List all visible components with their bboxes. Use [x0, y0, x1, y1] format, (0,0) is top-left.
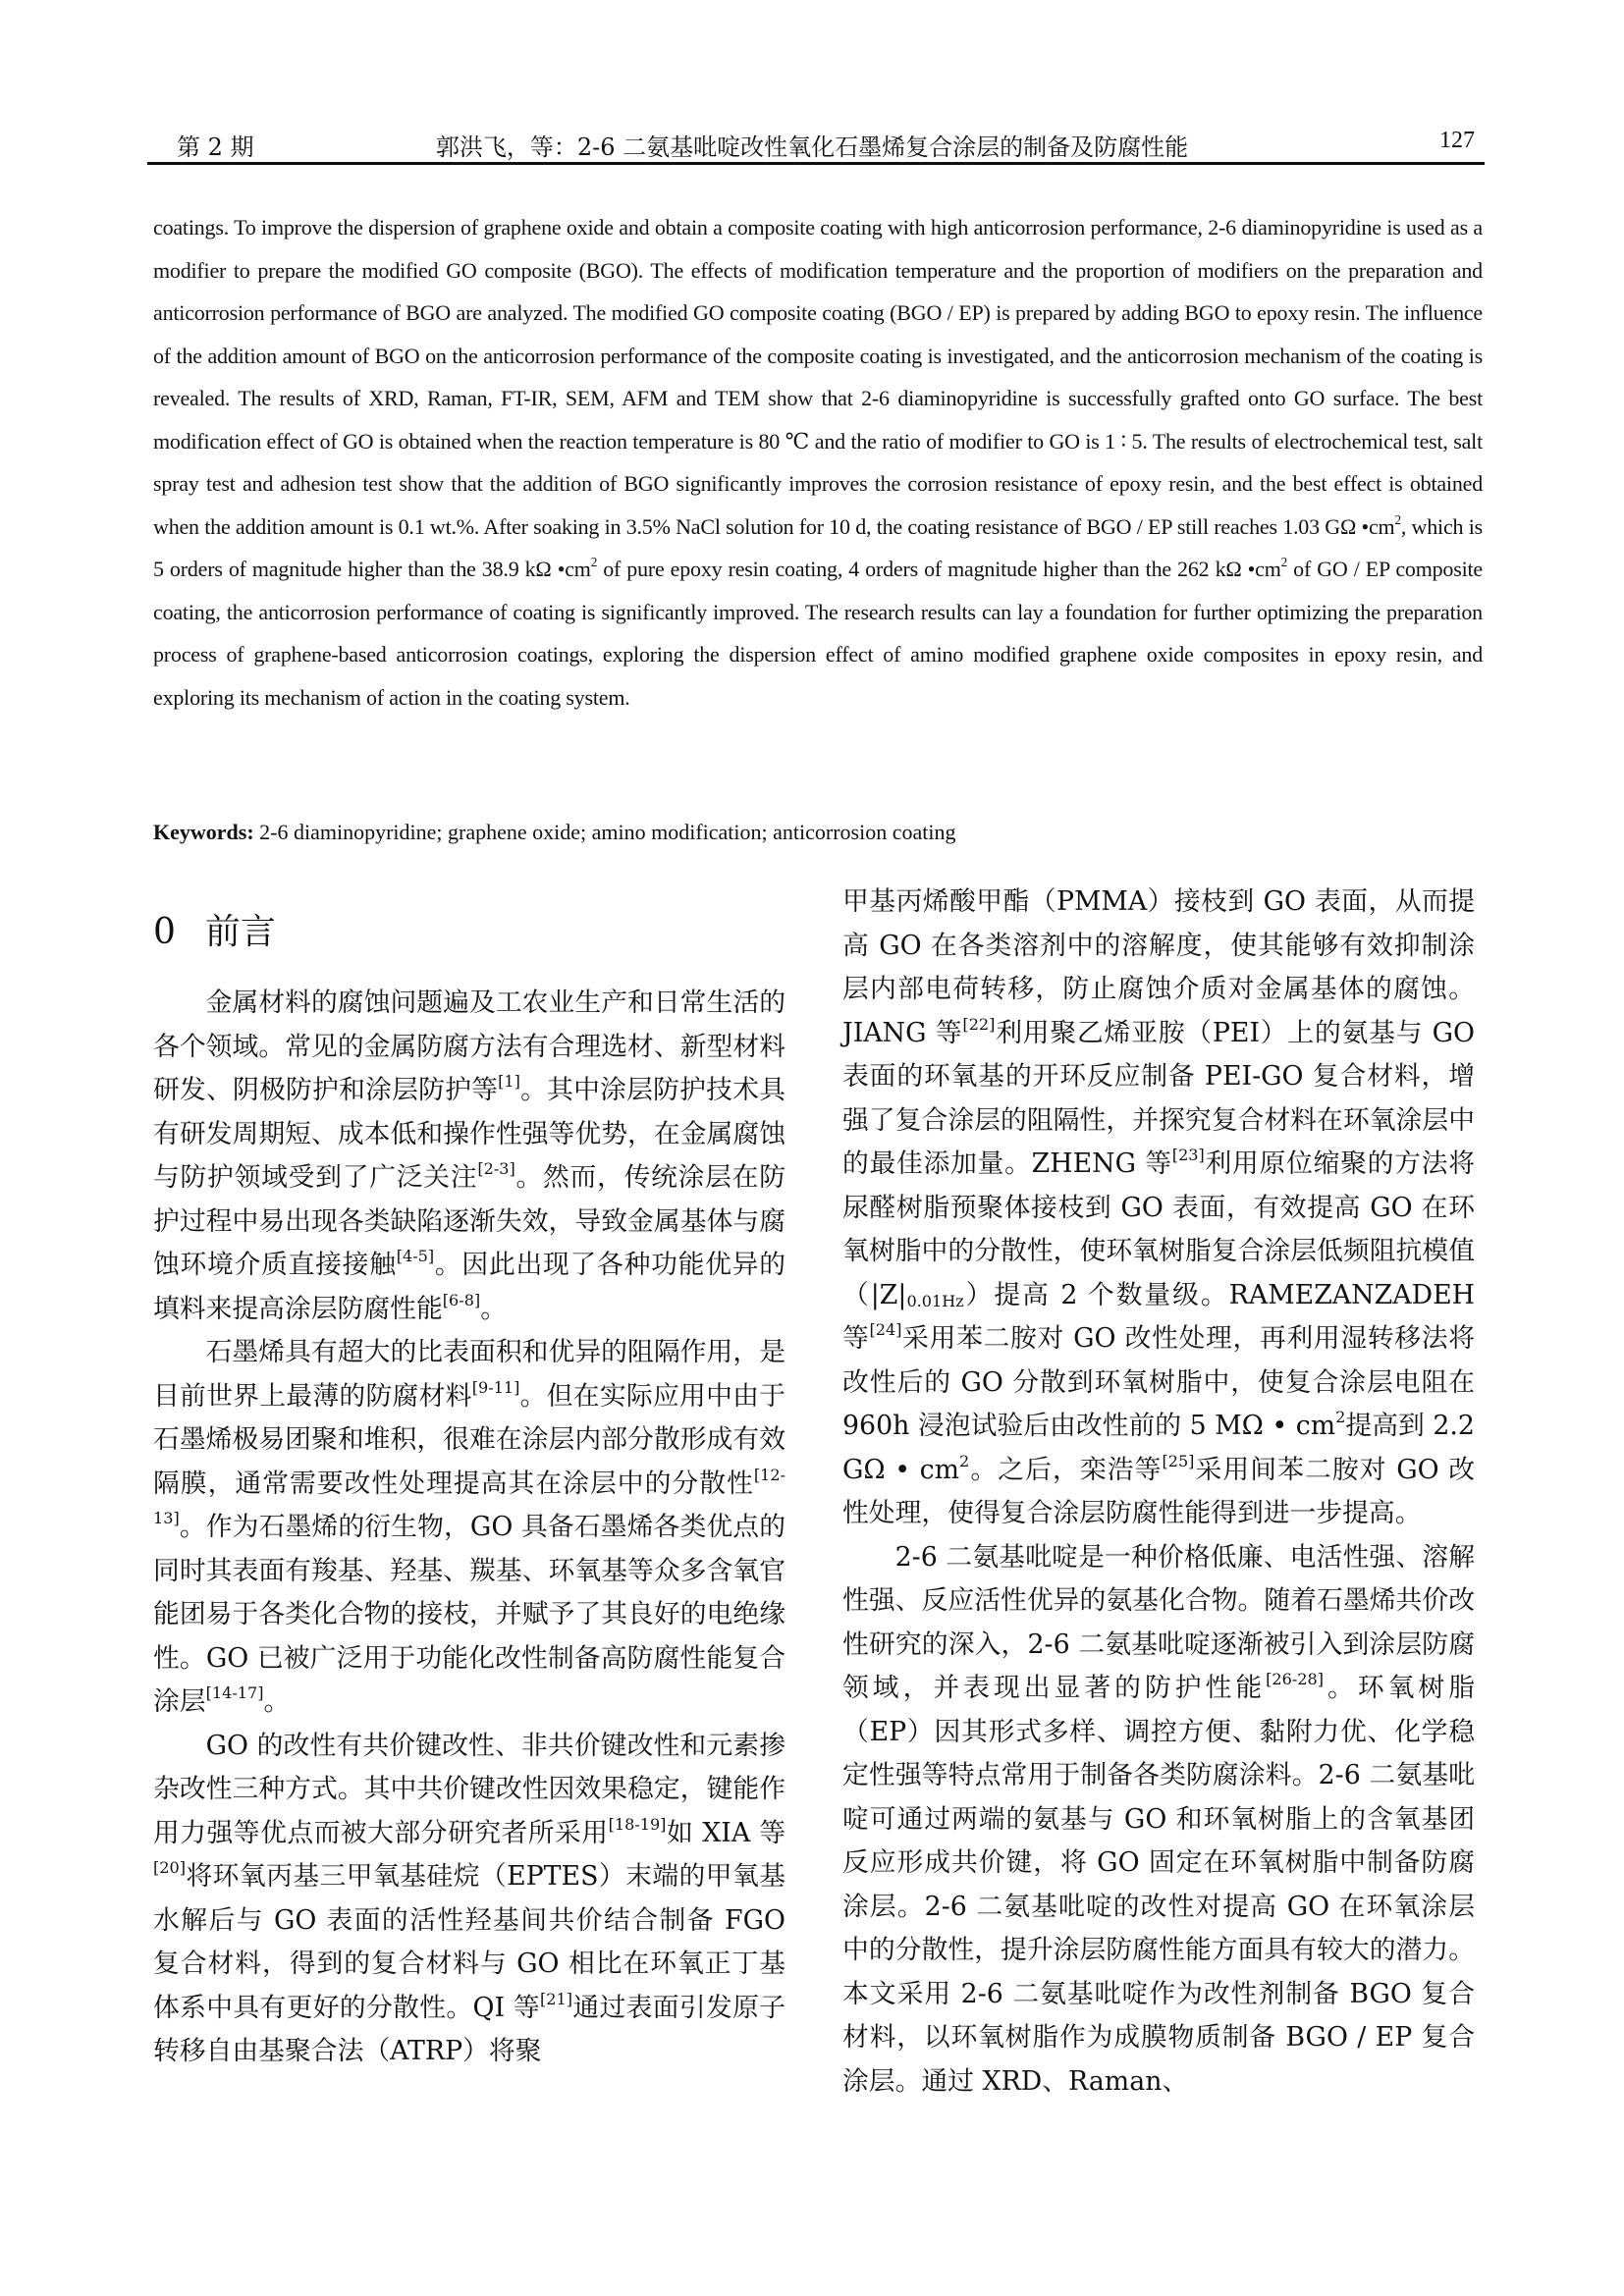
- citation-superscript: 2: [1394, 511, 1401, 527]
- text-run: 。然而，传统涂层在防护过程中易出现各类缺陷逐渐失效，导致金属基体与腐蚀环境介质直接接触: [153, 1162, 786, 1280]
- text-run: 提高到 2.2 GΩ • cm: [842, 1411, 1475, 1485]
- text-run: 如 XIA 等: [666, 1817, 785, 1848]
- text-run: of GO / EP composite coating, the anticorrosion performance of coating is significantly improved. The research results can lay a foundation for further optimizing the preparation process of graphene-based anticorrosion coatings, exploring the dispersion effect of amino modified graphene oxide composites in epoxy resin, and exploring its mechanism of action in the coating system.: [153, 557, 1483, 710]
- keywords-line: [153, 811, 1483, 854]
- text-run: 。: [480, 1293, 507, 1324]
- citation-superscript: [4-5]: [396, 1246, 435, 1265]
- citation-superscript: 2: [959, 1451, 970, 1470]
- text-run: 2-6 二氨基吡啶是一种价格低廉、电活性强、溶解性强、反应活性优异的氨基化合物。随着石墨烯共价改性研究的深入，2-6 二氨基吡啶逐渐被引入到涂层防腐领域，并表现出显著的防护性能: [842, 1541, 1475, 1703]
- text-run: ）提高 2 个数量级。RAMEZANZADEH 等: [842, 1279, 1475, 1354]
- text-run: 。作为石墨烯的衍生物，GO 具备石墨烯各类优点的同时其表面有羧基、羟基、羰基、环氧基等众多含氧官能团易于各类化合物的接枝，并赋予了其良好的电绝缘性。GO 已被广泛用于功能化改性制备高防腐性能复合涂层: [153, 1512, 785, 1717]
- body-paragraph: [153, 982, 785, 1331]
- text-run: 。之后，栾浩等: [969, 1454, 1163, 1485]
- page-number: 127: [1439, 128, 1475, 153]
- keywords-label: Keywords:: [153, 820, 254, 844]
- body-paragraph: [153, 1725, 785, 2074]
- right-column: [842, 881, 1475, 2104]
- text-run: 金属材料的腐蚀问题遍及工农业生产和日常生活的各个领域。常见的金属防腐方法有合理选材、新型材料研发、阴极防护和涂层防护等: [153, 988, 785, 1105]
- citation-superscript: [25]: [1162, 1451, 1195, 1470]
- citation-superscript: [24]: [869, 1319, 902, 1339]
- section-heading: [153, 903, 785, 962]
- text-run: 利用聚乙烯亚胺（PEI）上的氨基与 GO 表面的环氧基的开环反应制备 PEI-GO 复合材料，增强了复合涂层的阻隔性，并探究复合材料在环氧涂层中的最佳添加量。ZHENG 等: [842, 1017, 1475, 1179]
- text-run: 。环氧树脂（EP）因其形式多样、调控方便、黏附力优、化学稳定性强等特点常用于制备各类防腐涂料。2-6 二氨基吡啶可通过两端的氨基与 GO 和环氧树脂上的含氧基团反应形成共价键，将 GO 固定在环氧树脂中制备防腐涂层。2-6 二氨基吡啶的改性对提高 GO 在环氧涂层中的分散性，提升涂层防腐性能方面具有较大的潜力。本文采用 2-6 二氨基吡啶作为改性剂制备 BGO 复合材料，以环氧树脂作为成膜物质制备 BGO / EP 复合涂层。通过 XRD、Raman、: [842, 1673, 1476, 2097]
- text-run: 采用苯二胺对 GO 改性处理，再利用湿转移法将改性后的 GO 分散到环氧树脂中，使复合涂层电阻在 960h 浸泡试验后由改性前的 5 MΩ • cm: [842, 1323, 1475, 1441]
- body-paragraph: [842, 1536, 1475, 2105]
- text-run: 将环氧丙基三甲氧基硅烷（EPTES）末端的甲氧基水解后与 GO 表面的活性羟基间共价结合制备 FGO 复合材料，得到的复合材料与 GO 相比在环氧正丁基体系中具有更好的分散性。QI 等: [153, 1861, 785, 2023]
- citation-superscript: [6-8]: [442, 1290, 481, 1309]
- header-rule: [147, 162, 1485, 165]
- abstract-text: [153, 206, 1483, 719]
- citation-superscript: [20]: [153, 1857, 187, 1877]
- text-run: 采用间苯二胺对 GO 改性处理，使得复合涂层防腐性能得到进一步提高。: [842, 1454, 1475, 1528]
- text-run: 甲基丙烯酸甲酯（PMMA）接枝到 GO 表面，从而提高 GO 在各类溶剂中的溶解度，使其能够有效抑制涂层内部电荷转移，防止腐蚀介质对金属基体的腐蚀。JIANG 等: [842, 886, 1475, 1048]
- text-run: coatings. To improve the dispersion of graphene oxide and obtain a composite coating with high anticorrosion performance, 2-6 diaminopyridine is used as a modifier to prepare the modified GO composite (BGO). The effects of modification temperature and the proportion of modifiers on the preparation and anticorrosion performance of BGO are analyzed. The modified GO composite coating (BGO / EP) is prepared by adding BGO to epoxy resin. The influence of the addition amount of BGO on the anticorrosion performance of the composite coating is investigated, and the anticorrosion mechanism of the coating is revealed. The results of XRD, Raman, FT-IR, SEM, AFM and TEM show that 2-6 diaminopyridine is successfully grafted onto GO surface. The best modification effect of GO is obtained when the reaction temperature is 80 ℃ and the ratio of modifier to GO is 1 ∶ 5. The results of electrochemical test, salt spray test and adhesion test show that the addition of BGO significantly improves the corrosion resistance of epoxy resin, and the best effect is obtained when the addition amount is 0.1 wt.%. After soaking in 3.5% NaCl solution for 10 d, the coating resistance of BGO / EP still reaches 1.03 GΩ •cm: [153, 215, 1483, 539]
- text-run: 。: [263, 1686, 291, 1717]
- citation-superscript: 2: [590, 555, 598, 570]
- section-title: 前言: [204, 912, 276, 952]
- subscript: 0.01Hz: [906, 1291, 964, 1310]
- text-run: GO 的改性有共价键改性、非共价键改性和元素掺杂改性三种方式。其中共价键改性因效果稳定，键能作用力强等优点而被大部分研究者所采用: [153, 1730, 785, 1848]
- citation-superscript: [9-11]: [471, 1377, 520, 1397]
- citation-superscript: 2: [1280, 555, 1288, 570]
- citation-superscript: 2: [1335, 1407, 1346, 1426]
- citation-superscript: [1]: [498, 1071, 520, 1091]
- body-paragraph: [153, 1331, 785, 1725]
- text-run: , which is 5 orders of magnitude higher than the 38.9 kΩ •cm: [153, 513, 1483, 581]
- running-title: 郭洪飞，等：2-6 二氨基吡啶改性氧化石墨烯复合涂层的制备及防腐性能: [435, 133, 1189, 161]
- citation-superscript: [26-28]: [1266, 1669, 1325, 1688]
- text-run: 。其中涂层防护技术具有研发周期短、成本低和操作性强等优势，在金属腐蚀与防护领域受到了广泛关注: [153, 1075, 786, 1193]
- citation-superscript: [12-13]: [153, 1465, 785, 1527]
- body-paragraph-continued: [842, 881, 1475, 1536]
- citation-superscript: [18-19]: [608, 1814, 667, 1834]
- citation-superscript: [2-3]: [477, 1158, 515, 1178]
- left-column: [153, 913, 785, 2074]
- text-run: 。但在实际应用中由于石墨烯极易团聚和堆积，很难在涂层内部分散形成有效隔膜，通常需要改性处理提高其在涂层中的分散性: [153, 1380, 786, 1499]
- citation-superscript: [23]: [1171, 1145, 1205, 1164]
- text-run: 石墨烯具有超大的比表面积和优异的阻隔作用，是目前世界上最薄的防腐材料: [153, 1337, 785, 1412]
- text-run: 通过表面引发原子转移自由基聚合法（ATRP）将聚: [153, 1992, 785, 2066]
- text-run: 利用原位缩聚的方法将尿醛树脂预聚体接枝到 GO 表面，有效提高 GO 在环氧树脂中的分散性，使环氧树脂复合涂层低频阻抗模值（|Z|: [842, 1148, 1476, 1310]
- keywords-value: 2-6 diaminopyridine; graphene oxide; amino modification; anticorrosion coating: [253, 820, 956, 844]
- section-number: 0: [153, 912, 176, 952]
- citation-superscript: [22]: [962, 1014, 996, 1034]
- text-run: of pure epoxy resin coating, 4 orders of magnitude higher than the 262 kΩ •cm: [597, 557, 1281, 581]
- journal-issue: 第 2 期: [177, 133, 254, 161]
- citation-superscript: [21]: [540, 1989, 573, 2008]
- citation-superscript: [14-17]: [205, 1682, 264, 1702]
- text-run: 。因此出现了各种功能优异的填料来提高涂层防腐性能: [153, 1250, 786, 1324]
